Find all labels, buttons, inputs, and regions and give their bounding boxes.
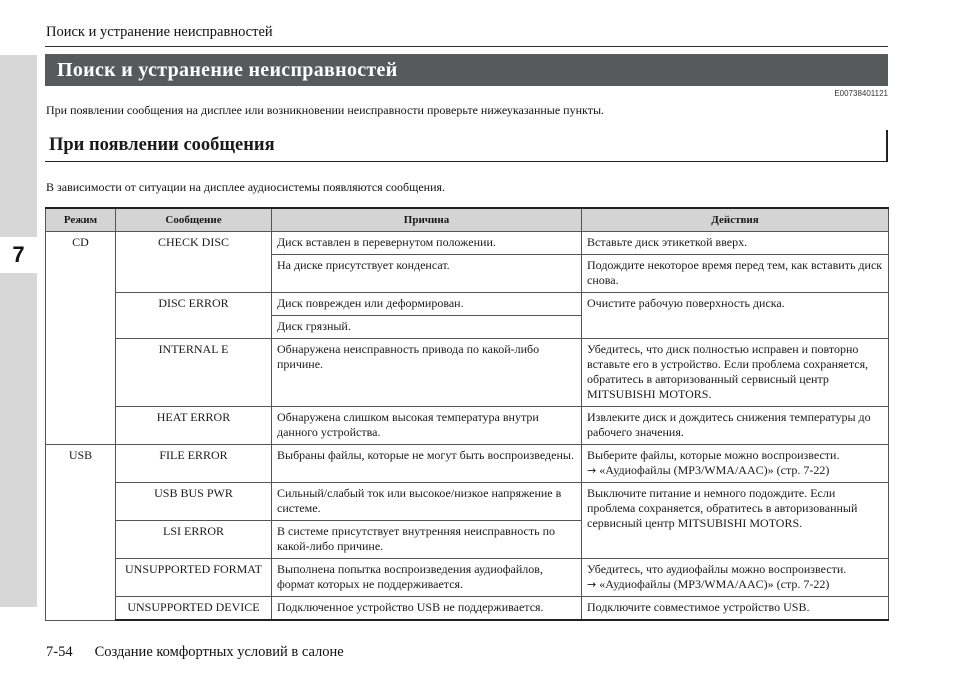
message-cell: CHECK DISC (116, 232, 272, 293)
action-cell: Подключите совместимое устройство USB. (582, 597, 889, 621)
message-cell: UNSUPPORTED DEVICE (116, 597, 272, 621)
page-reference-link[interactable]: «Аудиофайлы (MP3/WMA/AAC)» (стр. 7-22) (599, 577, 830, 591)
intro-paragraph: При появлении сообщения на дисплее или возникновении неисправности проверьте нижеуказанные пункты. (46, 103, 605, 117)
action-cell: Подождите некоторое время перед тем, как вставить диск снова. (582, 255, 889, 293)
message-cell: FILE ERROR (116, 445, 272, 483)
cause-cell: Сильный/слабый ток или высокое/низкое напряжение в системе. (272, 483, 582, 521)
message-cell: USB BUS PWR (116, 483, 272, 521)
cause-cell: Обнаружена слишком высокая температура внутри данного устройства. (272, 407, 582, 445)
column-header-mode: Режим (46, 208, 116, 232)
table-row (46, 445, 889, 483)
cause-cell: Диск поврежден или деформирован. (272, 293, 582, 316)
chapter-tab: 7 (0, 237, 37, 273)
arrow-right-icon: → (587, 464, 597, 477)
action-cell: Убедитесь, что диск полностью исправен и повторно вставьте его в устройство. Если проблема сохраняется, обратитесь в авторизованный сервисный центр MITSUBISHI MOTORS. (582, 339, 889, 407)
message-table (45, 207, 889, 621)
footer-chapter-title: Создание комфортных условий в салоне (94, 644, 344, 660)
document-code: E00738401121 (834, 89, 888, 98)
action-cell: Вставьте диск этикеткой вверх. (582, 232, 889, 255)
page-reference-link[interactable]: «Аудиофайлы (MP3/WMA/AAC)» (стр. 7-22) (599, 463, 830, 477)
page-reference (587, 463, 883, 478)
cause-cell: Обнаружена неисправность привода по какой-либо причине. (272, 339, 582, 407)
column-header-action: Действия (582, 208, 889, 232)
running-header: Поиск и устранение неисправностей (46, 24, 273, 40)
cause-cell: Диск грязный. (272, 316, 582, 339)
table-row (46, 597, 889, 621)
action-cell: Очистите рабочую поверхность диска. (582, 293, 889, 339)
action-cell: Извлеките диск и дождитесь снижения температуры до рабочего значения. (582, 407, 889, 445)
page-reference (587, 577, 883, 592)
table-row (46, 559, 889, 597)
message-cell: UNSUPPORTED FORMAT (116, 559, 272, 597)
cause-cell: На диске присутствует конденсат. (272, 255, 582, 293)
header-rule (45, 46, 888, 47)
page-number: 7-54 (46, 644, 73, 660)
action-cell: Выключите питание и немного подождите. Если проблема сохраняется, обратитесь в авторизованный сервисный центр MITSUBISHI MOTORS. (582, 483, 889, 559)
chapter-side-strip (0, 55, 37, 607)
action-text: Убедитесь, что аудиофайлы можно воспроизвести. (587, 562, 847, 576)
table-row (46, 483, 889, 521)
cause-cell: Выполнена попытка воспроизведения аудиофайлов, формат которых не поддерживается. (272, 559, 582, 597)
arrow-right-icon: → (587, 578, 597, 591)
subsection-title: При появлении сообщения (45, 130, 888, 162)
cause-cell: Диск вставлен в перевернутом положении. (272, 232, 582, 255)
cause-cell: Подключенное устройство USB не поддерживается. (272, 597, 582, 621)
message-cell: INTERNAL E (116, 339, 272, 407)
table-row (46, 407, 889, 445)
cause-cell: В системе присутствует внутренняя неисправность по какой-либо причине. (272, 521, 582, 559)
page-footer (46, 644, 344, 661)
mode-cell-cd: CD (46, 232, 116, 445)
column-header-message: Сообщение (116, 208, 272, 232)
lead-paragraph: В зависимости от ситуации на дисплее аудиосистемы появляются сообщения. (46, 180, 446, 194)
mode-cell-usb: USB (46, 445, 116, 621)
message-cell: LSI ERROR (116, 521, 272, 559)
action-cell (582, 445, 889, 483)
action-cell (582, 559, 889, 597)
table-row (46, 232, 889, 255)
message-cell: DISC ERROR (116, 293, 272, 339)
cause-cell: Выбраны файлы, которые не могут быть воспроизведены. (272, 445, 582, 483)
table-row (46, 339, 889, 407)
table-header-row (46, 208, 889, 232)
section-title: Поиск и устранение неисправностей (45, 54, 888, 86)
column-header-cause: Причина (272, 208, 582, 232)
message-cell: HEAT ERROR (116, 407, 272, 445)
table-row (46, 293, 889, 316)
action-text: Выберите файлы, которые можно воспроизвести. (587, 448, 840, 462)
